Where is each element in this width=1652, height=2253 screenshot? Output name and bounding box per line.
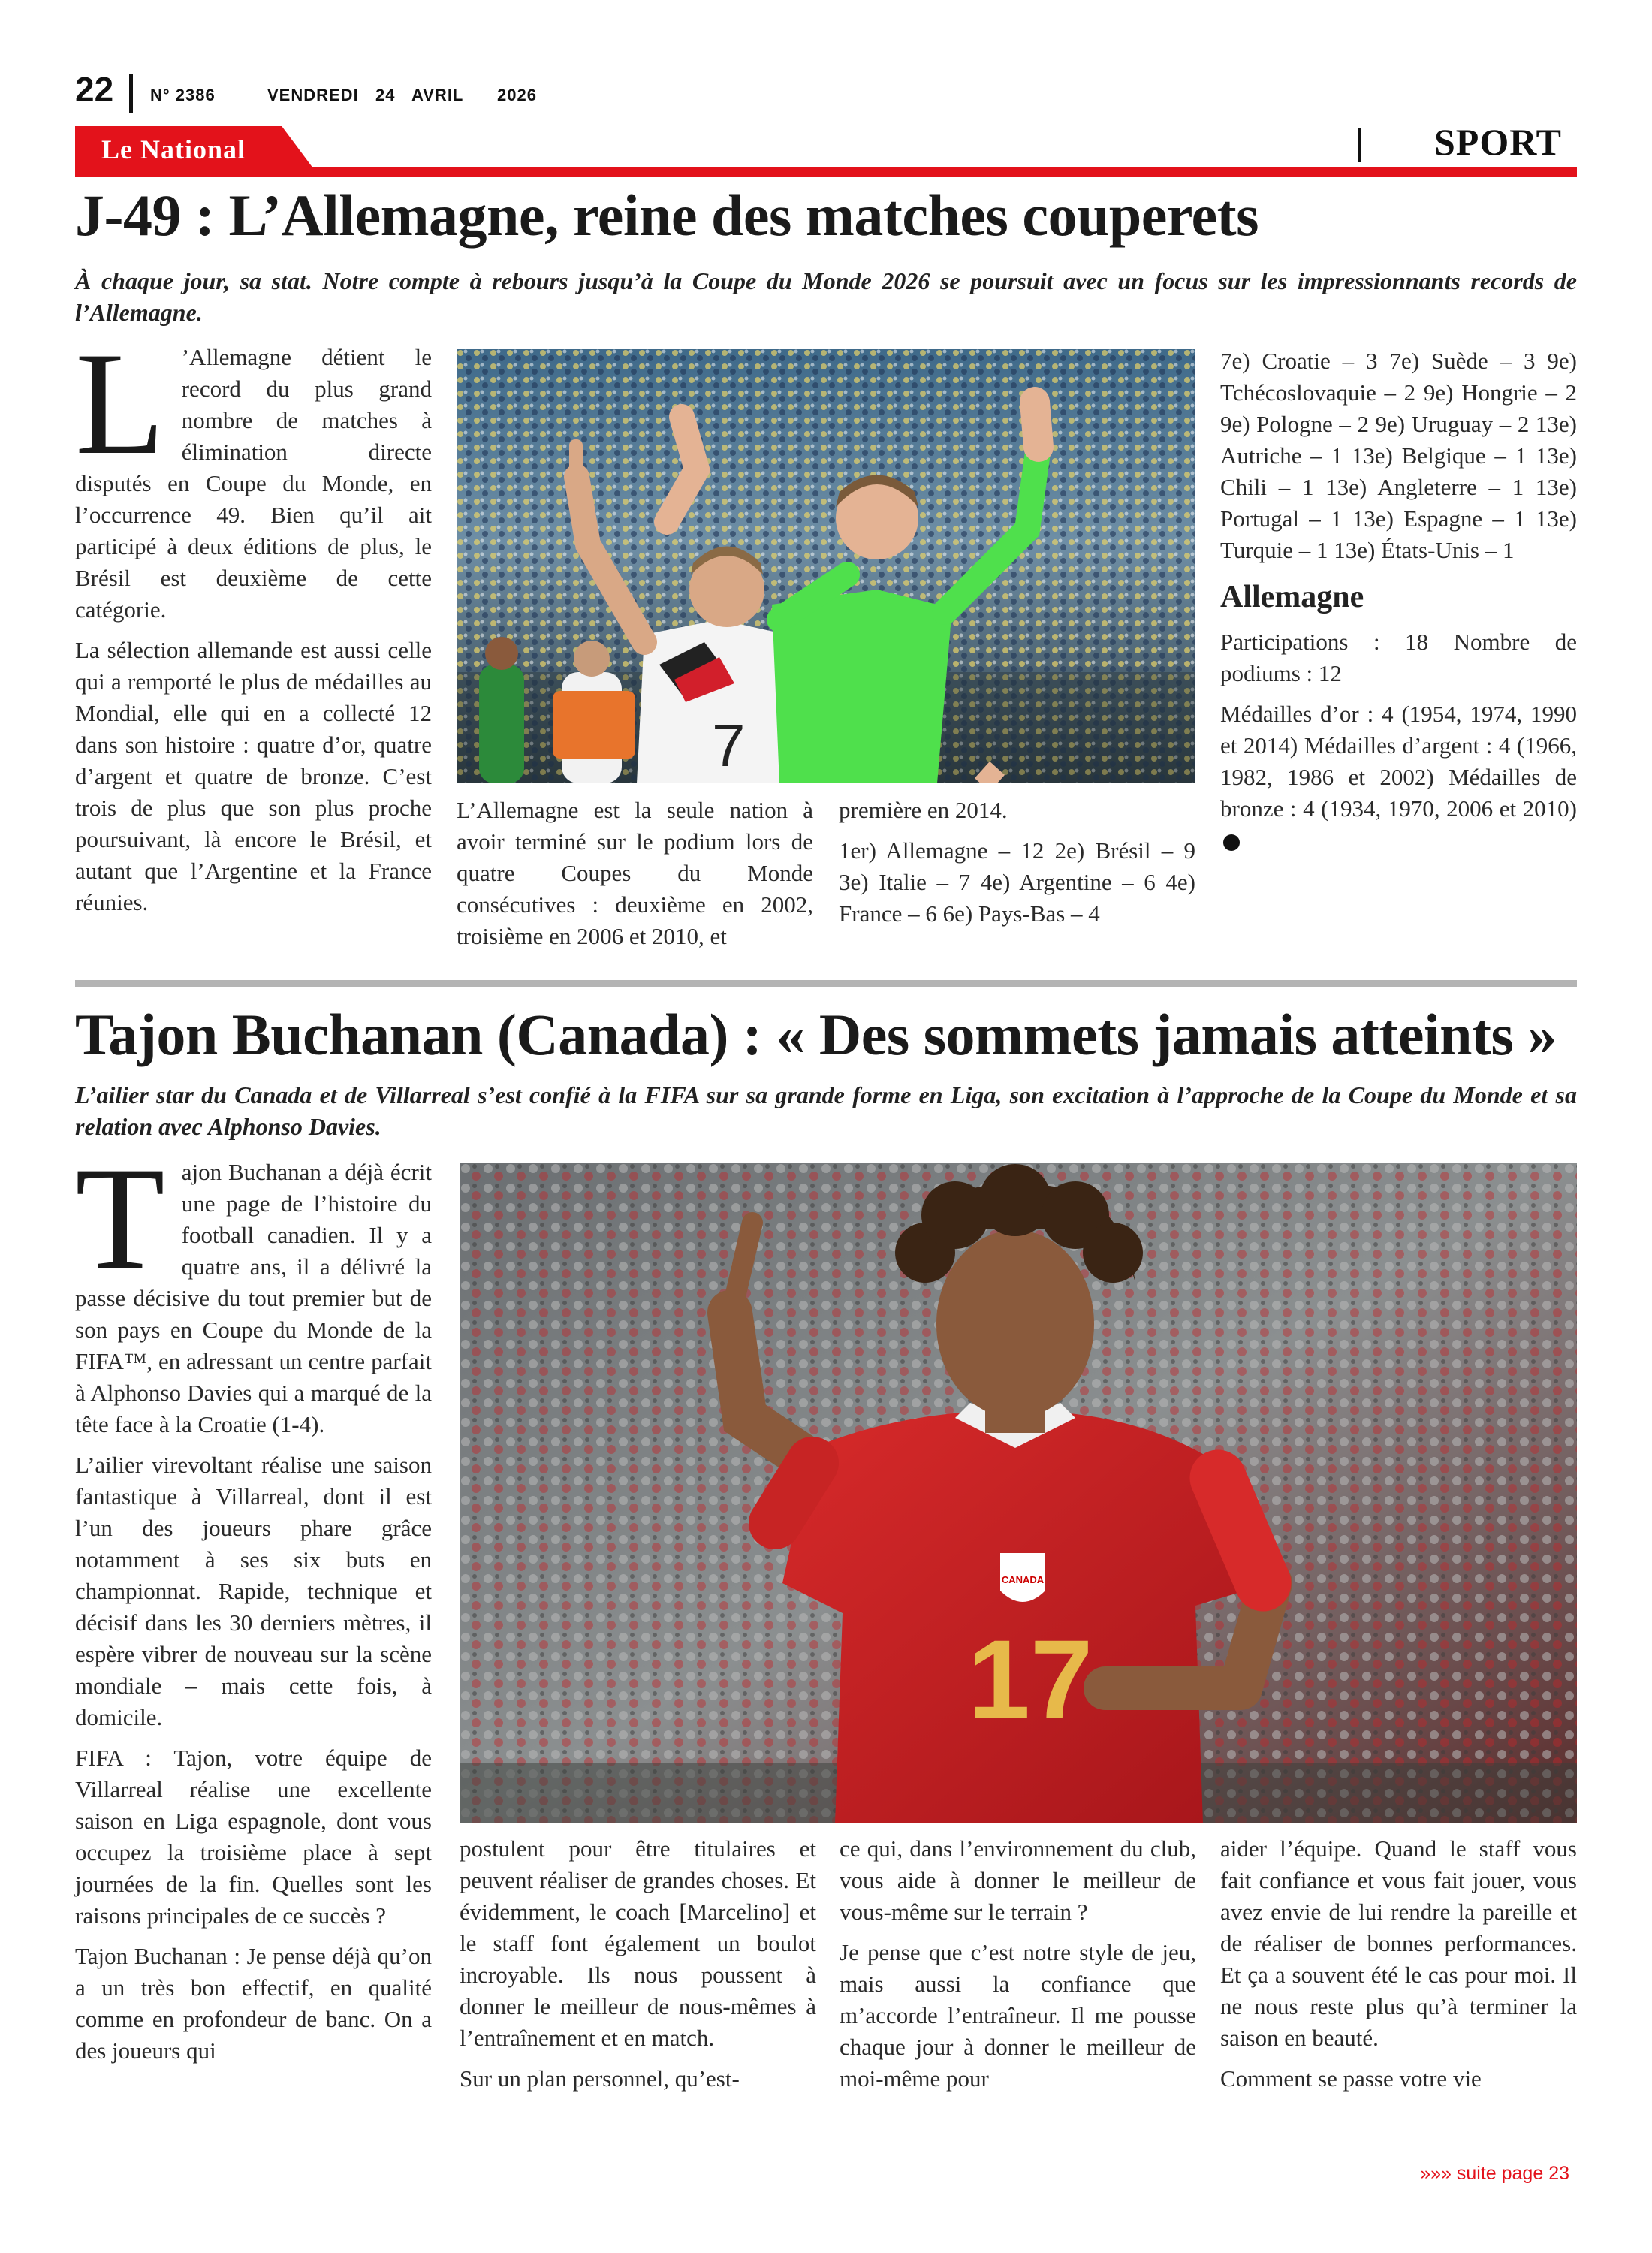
date-weekday: VENDREDI xyxy=(267,86,359,104)
germany-medals: Médailles d’or : 4 (1954, 1974, 1990 et 2014) Médailles d’argent : 4 (1966, 1982, 1986 et 2002) Médailles de bronze : 4 (1934, 1970, 2006 et 2010) xyxy=(1220,698,1577,856)
article1-paragraph: L’Allemagne est la seule nation à avoir terminé sur le podium lors de quatre Coupes du Monde consécutives : deuxième en 2002, troisième en 2006 et 2010, et xyxy=(457,797,813,949)
article2-paragraph: postulent pour être titulaires et peuvent réaliser de grandes choses. Et évidemment, le coach [Marcelino] et le staff font également un boulot incroyable. Ils nous poussent à donner le meilleur de nous-mêmes à l’entraînement et en match. xyxy=(460,1835,816,2051)
canada-crest: CANADA xyxy=(1001,1574,1045,1585)
article2-paragraph: L’ailier virevoltant réalise une saison fantastique à Villarreal, dont il est l’un des joueurs phare grâce notamment à ses six buts en championnat. Rapide, technique et décisif dans les 30 derniers mètres, il espère vibrer de nouveau sur la scène mondiale – mais cette fois, à domicile. xyxy=(75,1452,432,1730)
article2-column-1 xyxy=(75,1137,432,2076)
jersey-number-17: 17 xyxy=(967,1616,1093,1742)
article1-paragraph: première en 2014. xyxy=(839,797,1008,823)
article2-headline: Tajon Buchanan (Canada) : « Des sommets jamais atteints » xyxy=(75,1002,1557,1067)
header-red-rule xyxy=(75,167,1577,177)
article2-column-2 xyxy=(460,1833,816,2104)
date-month: AVRIL xyxy=(411,86,464,104)
jersey-number-7: 7 xyxy=(712,712,746,779)
issue-number: N° 2386 xyxy=(150,86,216,104)
article1-headline: J-49 : L’Allemagne, reine des matches couperets xyxy=(75,182,1259,248)
section-label: SPORT xyxy=(1434,121,1562,163)
article2-paragraph: Comment se passe votre vie xyxy=(1220,2065,1482,2092)
article2-paragraph: Je pense que c’est notre style de jeu, mais aussi la confiance que m’accorde l’entraîneur. Il me pousse chaque jour à donner le meilleur de moi-même pour xyxy=(840,1939,1196,2092)
germany-celebration-photo xyxy=(457,349,1195,783)
medal-ranking: 1er) Allemagne – 12 2e) Brésil – 9 3e) Italie – 7 4e) Argentine – 6 4e) France – 6 6e) Pays-Bas – 4 xyxy=(839,837,1195,927)
article1-column-1 xyxy=(75,322,432,927)
page-number-divider xyxy=(129,74,133,113)
germany-participations: Participations : 18 Nombre de podiums : 12 xyxy=(1220,629,1577,686)
medal-ranking: 7e) Croatie – 3 7e) Suède – 3 9e) Tchécoslovaquie – 2 9e) Hongrie – 2 9e) Pologne – 2 9e) Uruguay – 2 13e) Autriche – 1 13e) Belgique – 1 13e) Chili – 1 13e) Angleterre – 1 13e) Portugal – 1 13e) Espagne – 1 13e) Turquie – 1 13e) États-Unis – 1 xyxy=(1220,348,1577,563)
article2-paragraph: aider l’équipe. Quand le staff vous fait confiance et vous fait jouer, vous avez envie de lui rendre la pareille et de réaliser de bonnes performances. Et ça a souvent été le cas pour moi. Il ne nous reste plus qu’à terminer la saison en beauté. xyxy=(1220,1835,1577,2051)
article1-column-4 xyxy=(1220,345,1577,865)
page-number: 22 xyxy=(75,70,114,109)
continued-on-page-link[interactable]: »»» suite page 23 xyxy=(1420,2163,1569,2184)
article2-column-3 xyxy=(840,1833,1196,2104)
article1-dropcap: L xyxy=(75,322,165,485)
article1-paragraph: ’Allemagne détient le record du plus grand nombre de matches à élimination directe disputés en Coupe du Monde, en l’occurrence 49. Bien qu’il ait participé à deux éditions de plus, le Brésil est deuxième de cette catégorie. xyxy=(75,344,432,623)
article2-paragraph: ajon Buchanan a déjà écrit une page de l’histoire du football canadien. Il y a quatre ans, il a délivré la passe décisive du tout premier but de son pays en Coupe du Monde de la FIFA™, en adressant un centre parfait à Alphonso Davies qui a marqué de la tête face à la Croatie (1-4). xyxy=(75,1159,432,1437)
article1-column-2 xyxy=(457,795,813,961)
article2-lead: L’ailier star du Canada et de Villarreal s’est confié à la FIFA sur sa grande forme en Liga, son excitation à l’approche de la Coupe du Monde et sa relation avec Alphonso Davies. xyxy=(75,1081,1577,1140)
article2-column-4 xyxy=(1220,1833,1577,2104)
article1-subhead: Allemagne xyxy=(1220,580,1364,614)
end-of-article-mark xyxy=(1223,834,1240,851)
article2-dropcap: T xyxy=(75,1137,165,1300)
date-day: 24 xyxy=(375,86,396,104)
article2-paragraph: Sur un plan personnel, qu’est- xyxy=(460,2065,740,2092)
section-divider xyxy=(1358,128,1361,162)
article2-paragraph: FIFA : Tajon, votre équipe de Villarreal réalise une excellente saison en Liga espagnole, dont vous occupez la troisième place à sept journées de la fin. Quelles sont les raisons principales de ce succès ? xyxy=(75,1745,432,1929)
newspaper-logo: Le National xyxy=(101,134,246,164)
article2-paragraph: ce qui, dans l’environnement du club, vous aide à donner le meilleur de vous-même sur le terrain ? xyxy=(840,1835,1196,1925)
date-year: 2026 xyxy=(497,86,537,104)
article-separator xyxy=(75,980,1577,987)
buchanan-celebration-photo xyxy=(460,1163,1577,1823)
article1-paragraph: La sélection allemande est aussi celle qui a remporté le plus de médailles au Mondial, elle qui en a collecté 12 dans son histoire : quatre d’or, quatre d’argent et quatre de bronze. C’est trois de plus que son plus proche poursuivant, là encore le Brésil, et autant que l’Argentine et la France réunies. xyxy=(75,637,432,915)
article1-lead: À chaque jour, sa stat. Notre compte à rebours jusqu’à la Coupe du Monde 2026 se poursuit avec un focus sur les impressionnants records de l’Allemagne. xyxy=(75,267,1577,326)
article1-column-3 xyxy=(839,795,1195,939)
article2-paragraph: Tajon Buchanan : Je pense déjà qu’on a un très bon effectif, en qualité comme en profondeur de banc. On a des joueurs qui xyxy=(75,1943,432,2064)
